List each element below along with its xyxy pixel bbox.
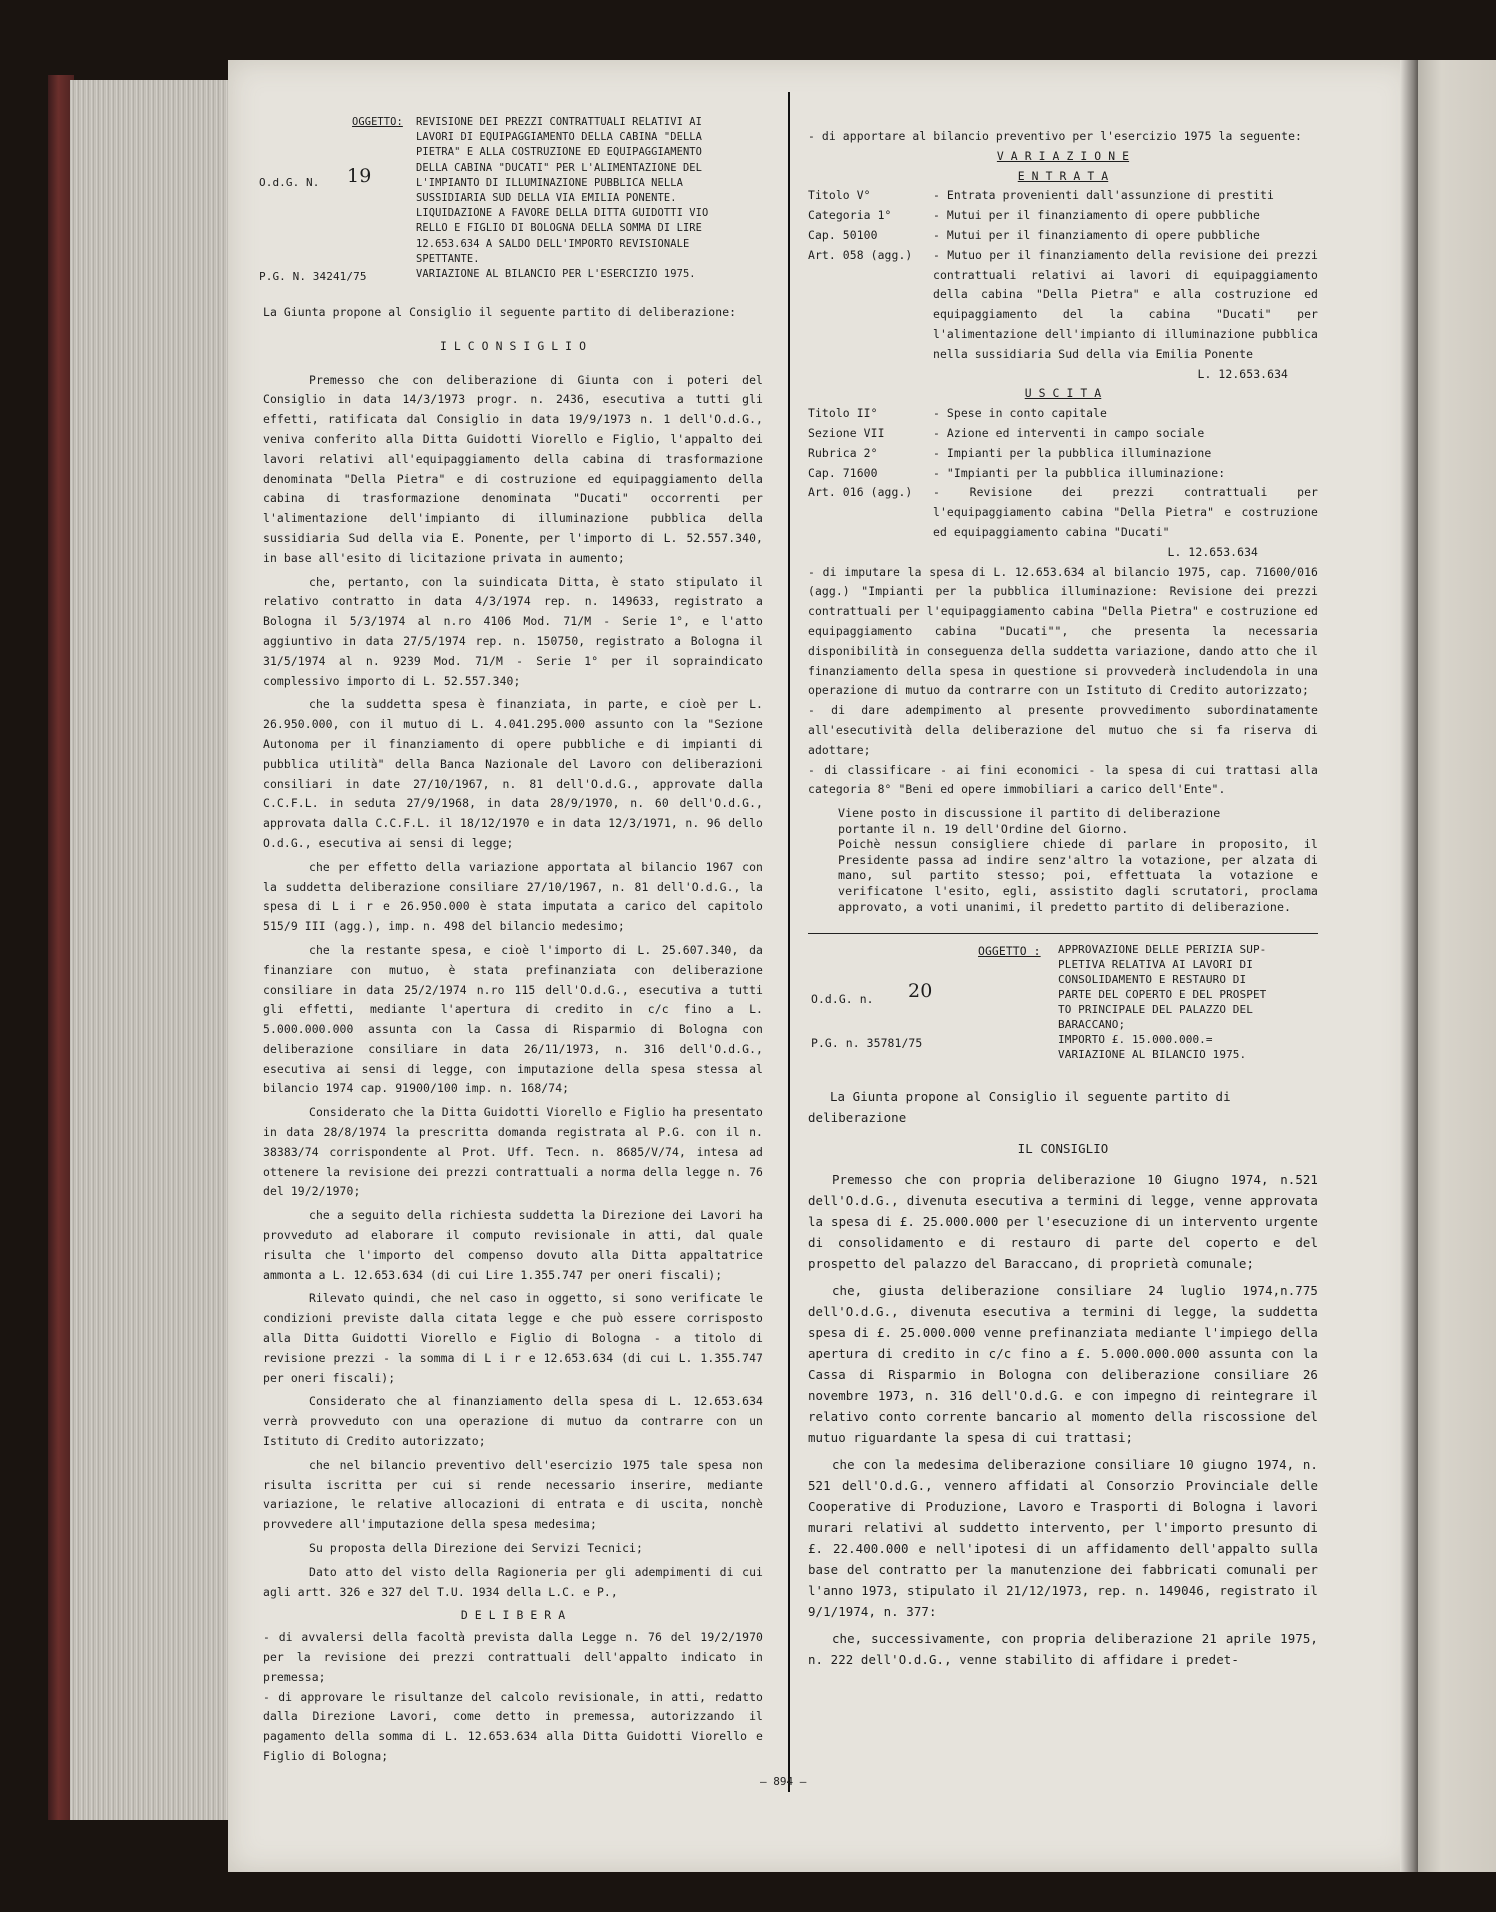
- oggetto2-lines-line: VARIAZIONE AL BILANCIO 1975.: [1058, 1048, 1247, 1062]
- page-stack-edges: [70, 80, 232, 1820]
- odg-number: 19: [347, 165, 372, 187]
- oggetto2-lines-line: CONSOLIDAMENTO E RESTAURO DI: [1058, 973, 1247, 987]
- second-paragraphs: [808, 1169, 1318, 1670]
- oggetto-lines-line: VARIAZIONE AL BILANCIO PER L'ESERCIZIO 1975.: [416, 268, 696, 281]
- budget-row: [808, 246, 1318, 365]
- uscita-total: L. 12.653.634: [1167, 544, 1258, 559]
- uscita-table: [808, 404, 1318, 543]
- vote-lines-line: Poichè nessun consigliere chiede di parlare in proposito, il Presidente passa ad indire senz'altro la votazione, per alzata di mano, sul partito stesso; poi, effettuata la votazione e verificatone l'esito, egli, assistito dagli scrutatori, proclama approvato, a voti unanimi, il predetto partito di deliberazione.: [838, 837, 1318, 914]
- heading-uscita: U S C I T A: [1024, 386, 1102, 401]
- budget-row: [808, 464, 1318, 484]
- second-header: [808, 942, 1318, 1082]
- left-paras-line: che, pertanto, con la suindicata Ditta, è stato stipulato il relativo contratto in data 4/3/1974 rep. n. 149633, registrato a Bologna il 5/3/1974 al n.ro 4106 Mod. 71/M - Serie 1°, e l'atto aggiuntivo in data 27/5/1974 rep. n. 150750, registrato a Bologna il 31/5/1974 al n. 9239 Mod. 71/M - Serie 1° per il sopraindicato complessivo importo di L. 52.557.340;: [263, 574, 763, 688]
- budget-row-label: Cap. 71600: [808, 465, 878, 480]
- budget-row: [808, 444, 1318, 464]
- right-paras2-line: che, successivamente, con propria deliberazione 21 aprile 1975, n. 222 dell'O.d.G., venne stabilito di affidare i predet-: [808, 1631, 1318, 1668]
- budget-row-text: - Mutui per il finanziamento di opere pubbliche: [933, 227, 1261, 242]
- left-paras-line: Rilevato quindi, che nel caso in oggetto, si sono verificate le condizioni previste dalla citata legge e che può essere corrisposto alla Ditta Guidotti Viorello e Figlio di Bologna - a titolo di revisione prezzi - la somma di L i r e 12.653.634 (di cui L. 1.355.747 per oneri fiscali);: [263, 1291, 763, 1385]
- oggetto-lines-line: LIQUIDAZIONE A FAVORE DELLA DITTA GUIDOTTI VIO: [416, 207, 709, 220]
- oggetto-block: [352, 115, 766, 282]
- oggetto-text: [416, 115, 766, 282]
- oggetto2-lines-line: PARTE DEL COPERTO E DEL PROSPET: [1058, 988, 1267, 1002]
- right-items-line: - di dare adempimento al presente provvedimento subordinatamente all'esecutività della deliberazione del mutuo che si fa riserva di adottare;: [808, 703, 1318, 757]
- vote-lines-line: Viene posto in discussione il partito di deliberazione: [838, 806, 1221, 821]
- left-header: [259, 115, 763, 285]
- intro2: La Giunta propone al Consiglio il seguente partito di deliberazione: [808, 1089, 1231, 1126]
- right-items-line: - di classificare - ai fini economici - la spesa di cui trattasi alla categoria 8° "Beni ed opere immobiliari a carico dell'Ente".: [808, 762, 1318, 797]
- oggetto2-lines-line: APPROVAZIONE DELLE PERIZIA SUP-: [1058, 943, 1267, 957]
- budget-row-label: Art. 016 (agg.): [808, 485, 913, 500]
- right-items: [808, 563, 1318, 801]
- budget-row-text: - Impianti per la pubblica illuminazione: [933, 445, 1212, 460]
- right-paras2-line: che, giusta deliberazione consiliare 24 luglio 1974,n.775 dell'O.d.G., divenuta esecutiva a termini di legge, la suddetta spesa di £. 25.000.000 venne prefinanziata mediante l'impiego della apertura di credito in c/c fino a £. 5.000.000.000 assunta con la Cassa di Risparmio in Bologna con deliberazione consiliare 26 novembre 1973, n. 316 dell'O.d.G. e con impegno di reintegrare il relativo conto corrente bancario al momento della riscossione del mutuo riguardante la spesa di cui trattasi;: [808, 1283, 1318, 1446]
- entrata-total: L. 12.653.634: [1197, 366, 1288, 381]
- left-items-line: - di approvare le risultanze del calcolo revisionale, in atti, redatto dalla Direzione Lavori, come detto in premessa, autorizzando il pagamento della somma di L. 12.653.634 alla Ditta Guidotti Viorello e Figlio di Bologna;: [263, 1689, 763, 1763]
- budget-row: [808, 404, 1318, 424]
- oggetto-label: OGGETTO:: [352, 116, 403, 128]
- budget-row-text: - Entrata provenienti dall'assunzione di prestiti: [933, 188, 1274, 203]
- oggetto-lines-line: LAVORI DI EQUIPAGGIAMENTO DELLA CABINA "DELLA: [416, 131, 703, 144]
- budget-row-label: Sezione VII: [808, 425, 885, 440]
- oggetto-lines-line: L'IMPIANTO DI ILLUMINAZIONE PUBBLICA NELLA: [416, 176, 683, 189]
- pg-label: P.G. N. 34241/75: [259, 270, 367, 283]
- budget-row-label: Titolo II°: [808, 406, 878, 421]
- heading-consiglio: I L C O N S I G L I O: [439, 338, 587, 353]
- budget-row-text: - Mutui per il finanziamento di opere pubbliche: [933, 208, 1261, 223]
- budget-row-text: - Revisione dei prezzi contrattuali per l'equipaggiamento cabina "Della Pietra" e costruzione ed equipaggiamento cabina "Ducati": [933, 485, 1318, 539]
- heading-entrata: E N T R A T A: [1017, 168, 1109, 183]
- left-paras-line: che per effetto della variazione apportata al bilancio 1967 con la suddetta deliberazione consiliare 27/10/1967, n. 81 dell'O.d.G., la spesa di L i r e 26.950.000 è stata imputata a carico del capitolo 515/9 III (agg.), imp. n. 498 del bilancio medesimo;: [263, 859, 763, 934]
- oggetto2-lines-line: TO PRINCIPALE DEL PALAZZO DEL: [1058, 1003, 1253, 1017]
- budget-row-text: - Azione ed interventi in campo sociale: [933, 425, 1205, 440]
- left-paras-line: che la restante spesa, e cioè l'importo di L. 25.607.340, da finanziare con mutuo, è stata prefinanziata con deliberazione consiliare in data 25/2/1974 n.ro 115 dell'O.d.G., esecutiva a tutti gli effetti, mediante l'apertura di credito in c/c fino a L. 5.000.000.000 assunta con la Cassa di Risparmio di Bologna con deliberazione consiliare in data 26/11/1973, n. 316 dell'O.d.G., esecutiva ai sensi di legge, con imputazione della spesa stessa al bilancio 1974 cap. 91900/100 imp. n. 168/74;: [263, 942, 763, 1096]
- heading-variazione: V A R I A Z I O N E: [996, 148, 1130, 163]
- budget-row-label: Rubrica 2°: [808, 445, 878, 460]
- intro: La Giunta propone al Consiglio il seguente partito di deliberazione:: [263, 305, 737, 319]
- variazione-intro: - di apportare al bilancio preventivo per l'esercizio 1975 la seguente:: [808, 129, 1302, 143]
- heading-delibera: D E L I B E R A: [460, 1608, 566, 1623]
- budget-row: [808, 226, 1318, 246]
- delibera-items: [263, 1628, 763, 1767]
- left-paras-line: che la suddetta spesa è finanziata, in parte, e cioè per L. 26.950.000, con il mutuo di L. 4.041.295.000 assunto con la "Sezione Autonoma per il finanziamento di opere pubbliche e di impianti di pubblica utilità" della Banca Nazionale del Lavoro con deliberazioni consiliari in date 27/10/1967, n. 81 dell'O.d.G., approvate dalla C.C.F.L. in seduta 27/9/1968, in data 28/9/1970, n. 60 dell'O.d.G., approvata dalla C.C.F.L. il 18/12/1970 e in data 12/3/1971, n. 96 dello O.d.G., esecutiva ai sensi di legge;: [263, 697, 763, 850]
- budget-row-label: Categoria 1°: [808, 208, 892, 223]
- oggetto-lines-line: DELLA CABINA "DUCATI" PER L'ALIMENTAZIONE DEL: [416, 161, 703, 174]
- budget-row-text: - Spese in conto capitale: [933, 406, 1107, 421]
- right-column: [808, 127, 1318, 1676]
- left-paras-line: Considerato che al finanziamento della spesa di L. 12.653.634 verrà provveduto con una operazione di mutuo da contrarre con un Istituto di Credito autorizzato;: [263, 1394, 763, 1449]
- budget-row: [808, 424, 1318, 444]
- oggetto2-lines-line: PLETIVA RELATIVA AI LAVORI DI: [1058, 958, 1253, 972]
- oggetto2-lines-line: IMPORTO £. 15.000.000.=: [1058, 1033, 1213, 1047]
- oggetto-lines-line: PIETRA" E ALLA COSTRUZIONE ED EQUIPAGGIAMENTO: [416, 146, 703, 159]
- left-paragraphs: [263, 371, 763, 1603]
- right-paras2-line: che con la medesima deliberazione consiliare 10 giugno 1974, n. 521 dell'O.d.G., vennero affidati al Consorzio Provinciale delle Cooperative di Produzione, Lavoro e Trasporti di Bologna i lavori murari relativi al suddetto intervento, per l'importo presunto di £. 22.400.000 e nell'ipotesi di un affidamento dell'appalto sulla base del contratto per la manutenzione dei fabbricati comunali per l'anno 1973, stipulato il 21/12/1973, rep. n. 149046, registrato il 9/1/1974, n. 377:: [808, 1457, 1318, 1620]
- left-paras-line: Dato atto del visto della Ragioneria per gli adempimenti di cui agli artt. 326 e 327 del T.U. 1934 della L.C. e P.,: [263, 1564, 763, 1599]
- vote-block: [838, 806, 1318, 915]
- left-paras-line: Su proposta della Direzione dei Servizi Tecnici;: [309, 1541, 643, 1556]
- separator-line: [808, 933, 1318, 934]
- column-divider: [788, 92, 790, 1792]
- left-paras-line: Premesso che con deliberazione di Giunta con i poteri del Consiglio in data 14/3/1973 progr. n. 2436, esecutiva a tutti gli effetti, ratificata dal Consiglio in data 19/9/1973 n. 1 dell'O.d.G., veniva conferito alla Ditta Guidotti Viorello e Figlio, l'appalto dei lavori relativi all'equipaggiamento della cabina di trasformazione denominata "Della Pietra" e di costruzione ed equipaggiamento della cabina di trasformazione denominata "Ducati" occorrenti per l'alimentazione dell'impianto di illuminazione pubblica della sussidiaria Sud della via E. Ponente, per l'importo di L. 52.557.340, in base all'esito di licitazione privata in aumento;: [263, 372, 763, 565]
- budget-row-text: - Mutuo per il finanziamento della revisione dei prezzi contrattuali relativi ai lavori di equipaggiamento della cabina "Della Pietra" e alla costruzione ed equipaggiamento del la cabina "Ducati" per l'alimentazione dell'impianto di illuminazione pubblica nella sussidiaria Sud della via Emilia Ponente: [933, 247, 1318, 361]
- vote-text: [838, 806, 1318, 915]
- budget-row: [808, 206, 1318, 226]
- oggetto-lines-line: RELLO E FIGLIO DI BOLOGNA DELLA SOMMA DI LIRE: [416, 222, 703, 235]
- odg2-label: O.d.G. n.: [811, 992, 874, 1007]
- oggetto2-text: [1058, 942, 1318, 1062]
- budget-row-label: Cap. 50100: [808, 227, 878, 242]
- left-column: [259, 115, 763, 1767]
- oggetto2-lines-line: BARACCANO;: [1058, 1018, 1126, 1032]
- budget-row-label: Titolo V°: [808, 188, 871, 203]
- budget-row: [808, 186, 1318, 206]
- budget-row: [808, 483, 1318, 542]
- oggetto-lines-line: REVISIONE DEI PREZZI CONTRATTUALI RELATIVI AI: [416, 116, 703, 128]
- left-paras-line: che nel bilancio preventivo dell'esercizio 1975 tale spesa non risulta iscritta per cui si rende necessario inserire, mediante variazione, le relative allocazioni di entrata e di uscita, nonchè provvedere all'imputazione della spesa medesima;: [263, 1457, 763, 1532]
- oggetto-lines-line: 12.653.634 A SALDO DELL'IMPORTO REVISIONALE: [416, 237, 690, 250]
- oggetto2-label: OGGETTO :: [978, 944, 1041, 959]
- odg2-number: 20: [908, 980, 933, 1003]
- left-items-line: - di avvalersi della facoltà prevista dalla Legge n. 76 del 19/2/1970 per la revisione dei prezzi contrattuali dell'appalto indicato in premessa;: [263, 1630, 763, 1684]
- right-paras2-line: Premesso che con propria deliberazione 10 Giugno 1974, n.521 dell'O.d.G., divenuta esecutiva a termini di legge, venne approvata la spesa di £. 25.000.000 per l'esecuzione di un intervento urgente di consolidamento e di restauro di parte del coperto e del prospetto del palazzo del Baraccano, di proprietà comunale;: [808, 1172, 1318, 1272]
- right-items-line: - di imputare la spesa di L. 12.653.634 al bilancio 1975, cap. 71600/016 (agg.) "Impianti per la pubblica illuminazione: Revisione dei prezzi contrattuali per l'equipaggiamento cabina "Della Pietra" e costruzione ed equipaggiamento cabina "Ducati"", che presenta la necessaria disponibilità in conseguenza della suddetta variazione, dando atto che il finanziamento della spesa in questione si provvederà includendola in una operazione di mutuo da contrarre con un Istituto di Credito autorizzato;: [808, 564, 1318, 698]
- entrata-table: [808, 186, 1318, 364]
- left-paras-line: Considerato che la Ditta Guidotti Viorello e Figlio ha presentato in data 28/8/1974 la prescritta domanda registrata al P.G. con il n. 38383/74 corrispondente al Prot. Uff. Tecn. n. 8685/V/74, intesa ad ottenere la revisione dei prezzi contrattuali a norma della legge n. 76 del 19/2/1970;: [263, 1105, 763, 1199]
- vote-lines-line: portante il n. 19 dell'Ordine del Giorno.: [838, 821, 1129, 836]
- heading2: IL CONSIGLIO: [1017, 1141, 1109, 1157]
- page-number: – 894 –: [760, 1775, 807, 1788]
- oggetto-lines-line: SUSSIDIARIA SUD DELLA VIA EMILIA PONENTE.: [416, 192, 677, 205]
- budget-row-text: - "Impianti per la pubblica illuminazione:: [933, 465, 1226, 480]
- second-body: [808, 1086, 1318, 1670]
- oggetto-lines-line: SPETTANTE.: [416, 252, 480, 265]
- odg-label: O.d.G. N.: [259, 176, 320, 189]
- pg2-label: P.G. n. 35781/75: [811, 1036, 923, 1051]
- next-page-edge: [1418, 60, 1496, 1872]
- left-paras-line: che a seguito della richiesta suddetta la Direzione dei Lavori ha provveduto ad elaborare il computo revisionale in atti, dal quale risulta che l'importo del compenso dovuto alla Ditta appaltatrice ammonta a L. 12.653.634 (di cui Lire 1.355.747 per oneri fiscali);: [263, 1208, 763, 1282]
- budget-row-label: Art. 058 (agg.): [808, 247, 913, 262]
